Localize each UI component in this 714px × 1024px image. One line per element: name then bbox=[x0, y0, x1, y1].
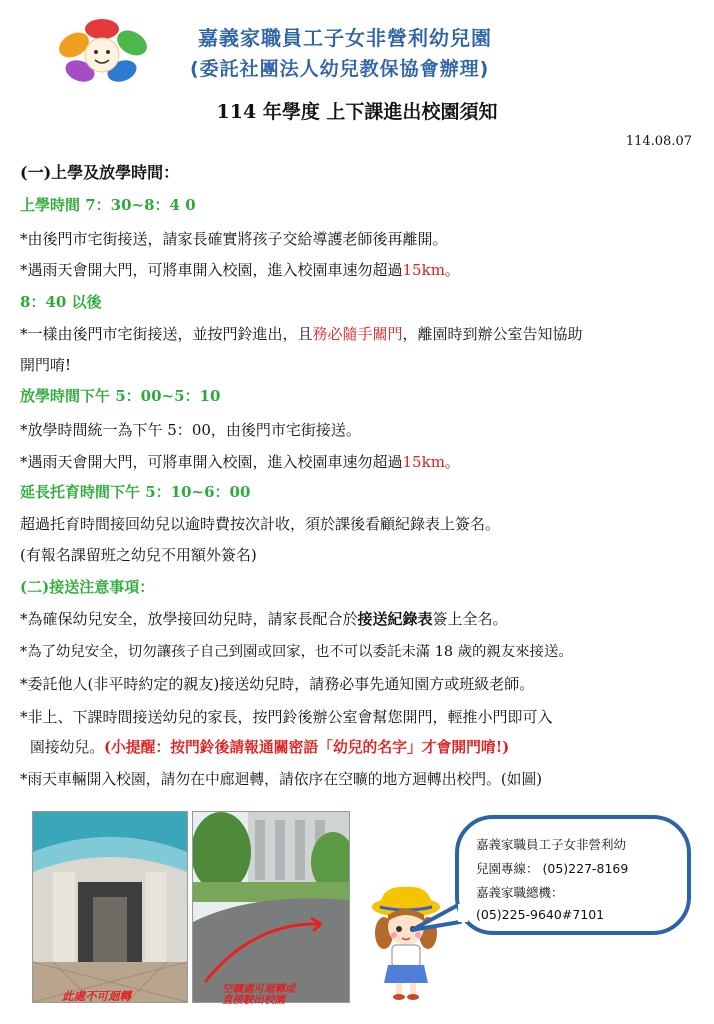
notice-4-line-1: *非上、下課時間接送幼兒的家長，按門鈴後辦公室會幫您開門，輕推小門即可入 bbox=[20, 708, 553, 726]
notice-2: *為了幼兒安全，切勿讓孩子自己到園或回家，也不可以委託未滿 18 歲的親友來接送。 bbox=[20, 644, 573, 660]
extended-care-label: 延長托育時間下午 5：10~6：00 bbox=[20, 483, 251, 501]
open-area-photo bbox=[192, 811, 350, 1003]
bubble-tail-cover bbox=[458, 904, 468, 922]
text: 。 bbox=[444, 261, 460, 279]
pickup-record-form: 接送紀錄表 bbox=[357, 610, 433, 628]
pickup-time-label: 放學時間下午 5：00~5：10 bbox=[20, 387, 221, 405]
morning-note-2 bbox=[20, 260, 460, 280]
school-name: 嘉義家職員工子女非營利幼兒園 bbox=[198, 26, 492, 50]
school-logo bbox=[52, 15, 152, 87]
morning-note-1: *由後門市宅街接送，請家長確實將孩子交給導護老師後再離開。 bbox=[20, 230, 448, 248]
contact-phone-line bbox=[476, 859, 628, 877]
no-uturn-caption: 此處不可迴轉 bbox=[62, 989, 131, 1003]
text: *遇雨天會開大門，可將車開入校園，進入校園車速勿超過 bbox=[20, 261, 403, 279]
late-arrival-label: 8：40 以後 bbox=[20, 293, 102, 311]
text: *為確保幼兒安全，放學接回幼兒時，請家長配合於 bbox=[20, 610, 358, 628]
main-switchboard-phone: (05)225-9640#7101 bbox=[476, 907, 605, 922]
morning-time-label: 上學時間 7：30~8：4 0 bbox=[20, 196, 196, 214]
uturn-caption-line-2: 直接駛出校園 bbox=[222, 994, 285, 1006]
text: *一樣由後門市宅街接送，並按門鈴進出，且 bbox=[20, 325, 313, 343]
document-date: 114.08.07 bbox=[625, 134, 692, 149]
pickup-note-1: *放學時間統一為下午 5：00，由後門市宅街接送。 bbox=[20, 421, 361, 439]
text: ，離園時到辦公室告知協助 bbox=[402, 325, 583, 343]
uturn-caption-line-1: 空曠處可迴轉或 bbox=[222, 983, 296, 995]
extended-note-1: 超過托育時間接回幼兒以逾時費按次計收，須於課後看顧紀錄表上簽名。 bbox=[20, 515, 501, 533]
late-note-2: 開門唷! bbox=[20, 356, 72, 374]
notice-5: *雨天車輛開入校園，請勿在中廊迴轉，請依序在空曠的地方迴轉出校門。(如圖) bbox=[20, 771, 543, 788]
notice-4-line-2 bbox=[30, 738, 509, 758]
password-reminder: (小提醒：按門鈴後請報通關密語「幼兒的名字」才會開門唷!) bbox=[104, 739, 510, 756]
school-operator: (委託社團法人幼兒教保協會辦理) bbox=[190, 58, 490, 80]
notice-3: *委託他人(非平時約定的親友)接送幼兒時，請務必事先通知園方或班級老師。 bbox=[20, 675, 535, 693]
section-1-heading: (一)上學及放學時間： bbox=[20, 163, 180, 182]
document-title: 114 年學度 上下課進出校園須知 bbox=[216, 101, 498, 123]
text: 園接幼兒。 bbox=[30, 739, 104, 756]
contact-line-3: 嘉義家職總機： bbox=[476, 885, 564, 900]
kindergarten-phone: (05)227-8169 bbox=[542, 861, 629, 876]
pickup-note-2 bbox=[20, 452, 460, 472]
late-note-1 bbox=[20, 324, 583, 344]
section-2-heading: (二)接送注意事項： bbox=[20, 578, 155, 596]
speed-limit: 15km bbox=[402, 453, 445, 471]
text: 。 bbox=[444, 453, 460, 471]
close-door-warning: 務必隨手關門 bbox=[312, 325, 403, 343]
text: *遇雨天會開大門，可將車開入校園，進入校園車速勿超過 bbox=[20, 453, 403, 471]
uturn-caption bbox=[222, 984, 296, 1006]
contact-line-1: 嘉義家職員工子女非營利幼 bbox=[476, 837, 627, 852]
notice-1 bbox=[20, 609, 508, 629]
corridor-photo bbox=[32, 811, 188, 1003]
extended-note-2: (有報名課留班之幼兒不用額外簽名) bbox=[20, 546, 257, 564]
text: 簽上全名。 bbox=[432, 610, 508, 628]
speed-limit: 15km bbox=[402, 261, 445, 279]
phone-label: 兒園專線： bbox=[476, 861, 539, 876]
